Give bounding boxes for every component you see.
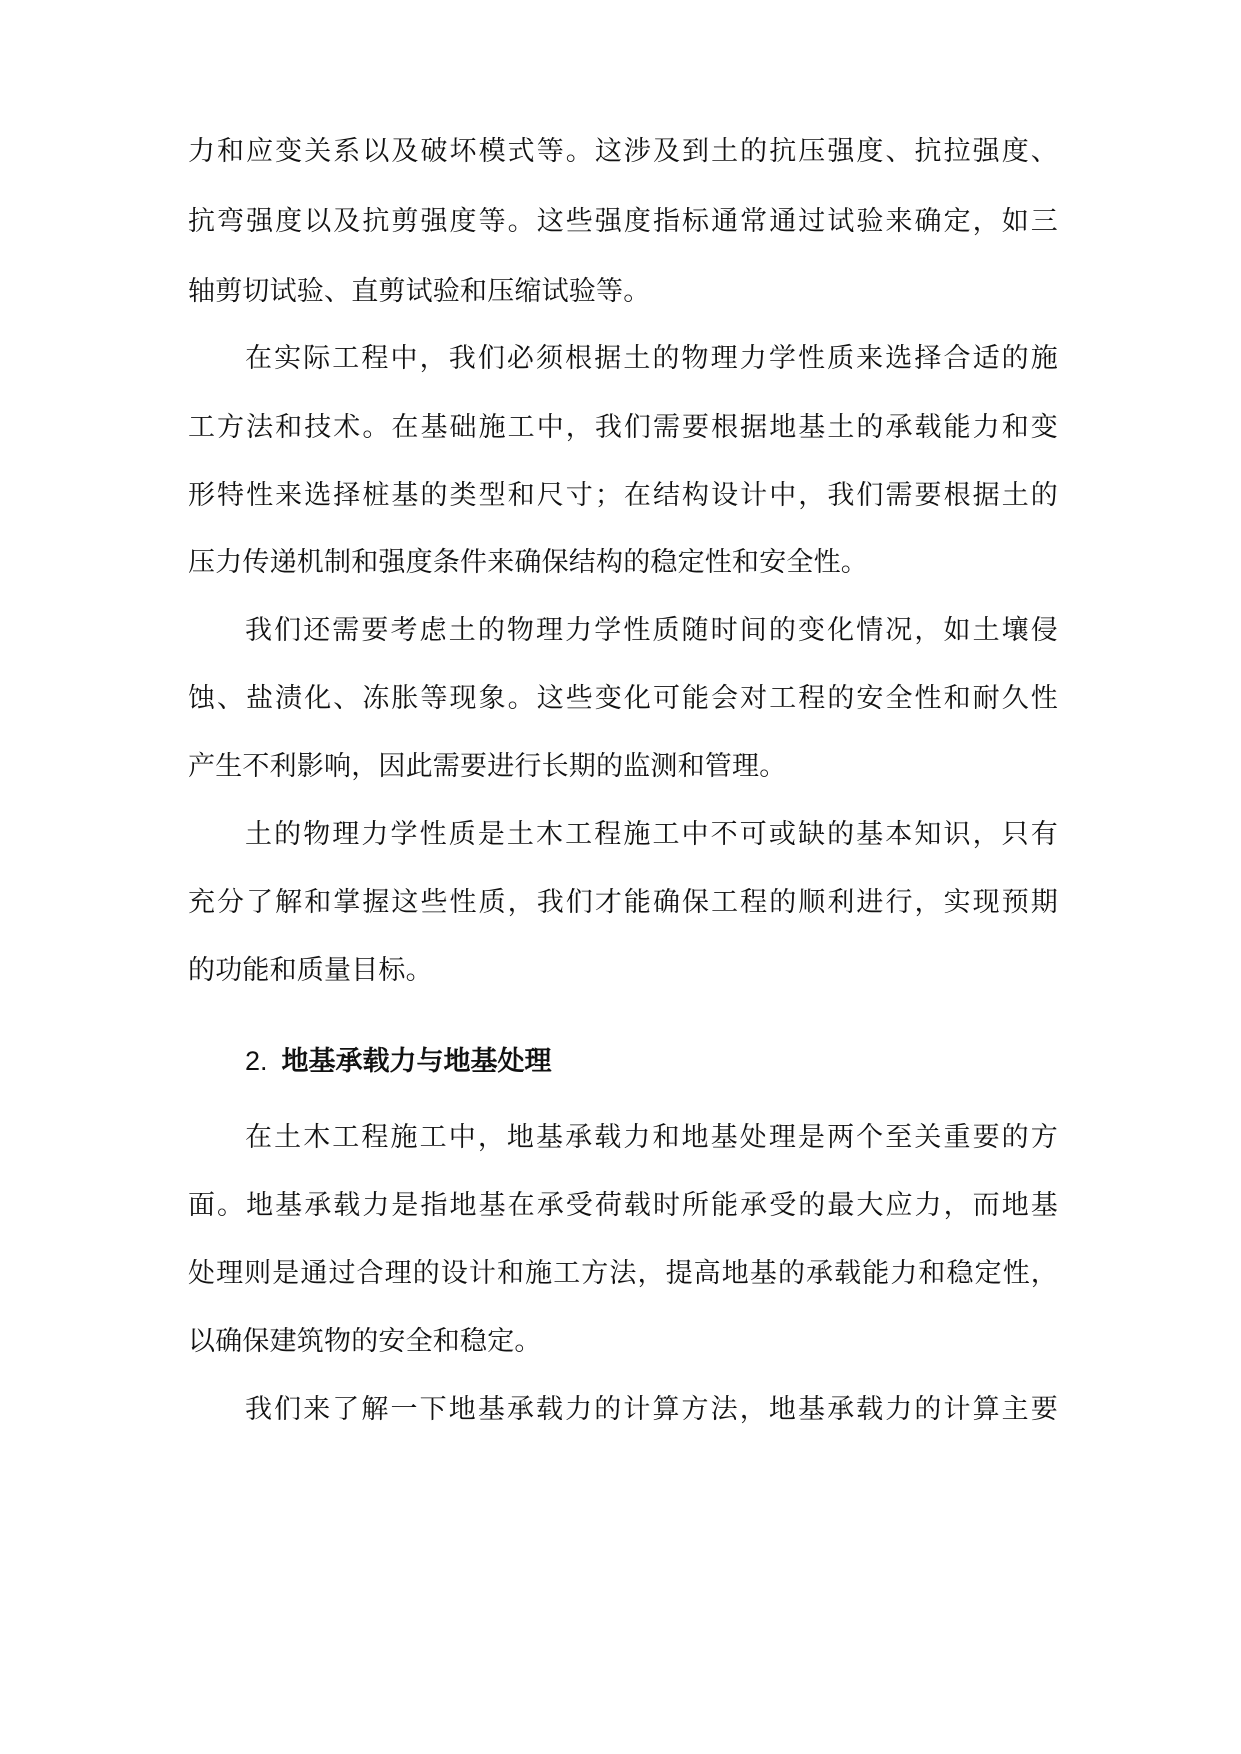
section-heading xyxy=(245,1043,552,1080)
section-title: 地基承载力与地基处理 xyxy=(281,1046,552,1077)
paragraph-line: 在实际工程中，我们必须根据土的物理力学性质来选择合适的施 xyxy=(245,343,1058,374)
paragraph-line: 轴剪切试验、直剪试验和压缩试验等。 xyxy=(188,276,651,307)
paragraph-line: 形特性来选择桩基的类型和尺寸；在结构设计中，我们需要根据土的 xyxy=(188,480,1058,511)
paragraph-line: 我们还需要考虑土的物理力学性质随时间的变化情况，如土壤侵 xyxy=(245,615,1058,646)
paragraph-line: 面。地基承载力是指地基在承受荷载时所能承受的最大应力，而地基 xyxy=(188,1190,1058,1221)
paragraph-line: 充分了解和掌握这些性质，我们才能确保工程的顺利进行，实现预期 xyxy=(188,887,1058,918)
paragraph-line: 力和应变关系以及破坏模式等。这涉及到土的抗压强度、抗拉强度、 xyxy=(188,136,1058,167)
section-number: 2. xyxy=(245,1046,268,1076)
paragraph-line: 土的物理力学性质是土木工程施工中不可或缺的基本知识，只有 xyxy=(245,819,1058,850)
paragraph-line: 处理则是通过合理的设计和施工方法，提高地基的承载能力和稳定性， xyxy=(188,1258,1058,1289)
paragraph-line: 的功能和质量目标。 xyxy=(188,955,433,986)
paragraph-line: 以确保建筑物的安全和稳定。 xyxy=(188,1326,542,1357)
paragraph-line: 我们来了解一下地基承载力的计算方法，地基承载力的计算主要 xyxy=(245,1394,1058,1425)
paragraph-line: 抗弯强度以及抗剪强度等。这些强度指标通常通过试验来确定，如三 xyxy=(188,206,1058,237)
paragraph-line: 压力传递机制和强度条件来确保结构的稳定性和安全性。 xyxy=(188,547,868,578)
paragraph-line: 工方法和技术。在基础施工中，我们需要根据地基土的承载能力和变 xyxy=(188,412,1058,443)
paragraph-line: 蚀、盐渍化、冻胀等现象。这些变化可能会对工程的安全性和耐久性 xyxy=(188,683,1058,714)
paragraph-line: 在土木工程施工中，地基承载力和地基处理是两个至关重要的方 xyxy=(245,1122,1058,1153)
paragraph-line: 产生不利影响，因此需要进行长期的监测和管理。 xyxy=(188,751,787,782)
